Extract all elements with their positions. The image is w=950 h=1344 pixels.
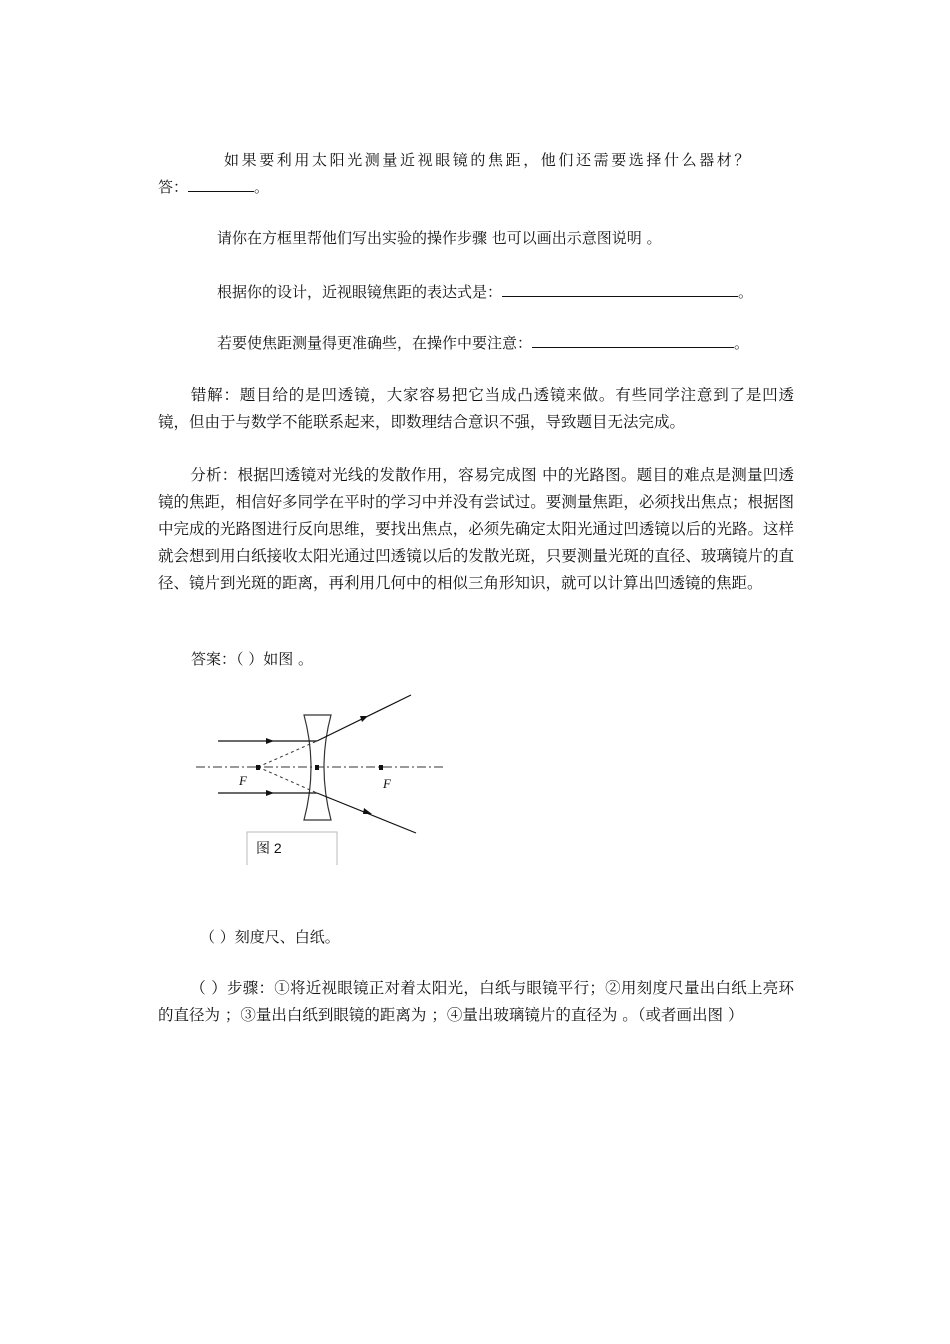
ray-diagram [196, 690, 456, 870]
answer-period: 。 [254, 178, 270, 196]
optical-center [315, 765, 319, 770]
analysis-text: 分析：根据凹透镜对光线的发散作用，容易完成图 中的光路图。题目的难点是测量凹透镜的焦距，相信好多同学在平时的学习中并没有尝试过。要测量焦距，必须找出焦点；根据图 中完成的光路图进行反向思维，要找出焦点，必须先确定太阳光通过凹透镜以后的光路。这样就会想到用白纸接收太阳光通过凹透镜以后的发散光斑，只要测量光斑的直径、玻璃镜片的直径、镜片到光斑的距离，再利用几何中的相似三角形知识，就可以计算出凹透镜的焦距。 [158, 466, 794, 592]
virtual-ray-top [258, 741, 317, 767]
arrow-icon [266, 738, 274, 744]
figure-caption: 图 2 [256, 840, 282, 856]
answer-3 [158, 975, 794, 1029]
precision-label: 若要使焦距测量得更准确些，在操作中要注意： [217, 334, 533, 352]
analysis [158, 462, 794, 597]
error-analysis [158, 382, 794, 436]
expression-label: 根据你的设计，近视眼镜焦距的表达式是： [217, 283, 503, 301]
precision-period: 。 [734, 334, 750, 352]
answer-2: （ ）刻度尺、白纸。 [200, 928, 340, 946]
expression-period: 。 [738, 283, 754, 301]
virtual-ray-bottom [258, 767, 317, 793]
expression-line [217, 282, 753, 302]
expression-blank [502, 282, 738, 297]
answer-label: 答： [158, 178, 189, 196]
arrow-icon [266, 790, 274, 796]
arrow-icon [363, 808, 372, 814]
steps-prompt: 请你在方框里帮他们写出实验的操作步骤 也可以画出示意图说明 。 [217, 229, 662, 247]
precision-blank [532, 333, 734, 348]
answer-3-text: （ ）步骤：①将近视眼镜正对着太阳光，白纸与眼镜平行；②用刻度尺量出白纸上亮环的直径为 ；③量出白纸到眼镜的距离为 ；④量出玻璃镜片的直径为 。（或者画出图 ） [158, 979, 794, 1024]
focus-label-right: F [383, 776, 391, 791]
answer-line [158, 177, 269, 197]
focus-label-left: F [239, 773, 247, 788]
question-intro: 如果要利用太阳光测量近视眼镜的焦距，他们还需要选择什么器材？ [224, 151, 753, 169]
answer-blank [188, 177, 254, 192]
error-analysis-text: 错解：题目给的是凹透镜，大家容易把它当成凸透镜来做。有些同学注意到了是凹透镜，但由于与数学不能联系起来，即数理结合意识不强，导致题目无法完成。 [158, 386, 794, 431]
focal-point-left [256, 765, 260, 770]
arrow-icon [360, 716, 368, 722]
focal-point-right [379, 765, 383, 770]
precision-line [217, 333, 749, 353]
answer-intro: 答案：（ ）如图 。 [191, 650, 314, 668]
